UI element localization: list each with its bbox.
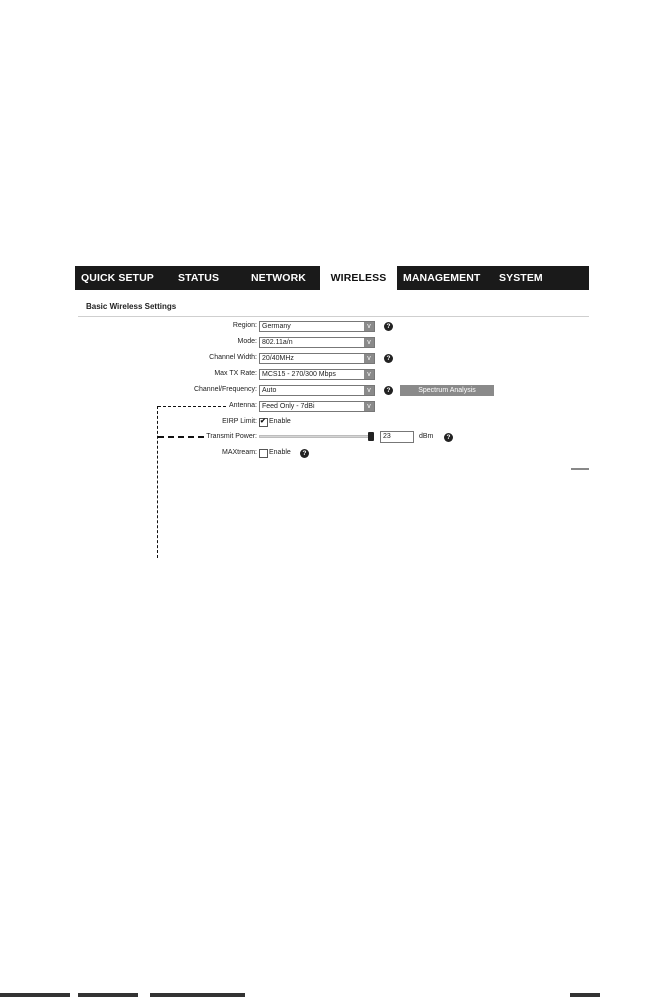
channel-width-label: Channel Width: [209, 354, 257, 361]
chevron-down-icon: v [364, 354, 374, 363]
power-unit-label: dBm [419, 433, 434, 440]
help-icon[interactable]: ? [300, 449, 309, 458]
mode-select[interactable] [259, 337, 375, 348]
transmit-power-label: Transmit Power: [206, 433, 257, 440]
channel-frequency-select[interactable] [259, 385, 375, 396]
region-label: Region: [232, 322, 257, 329]
spectrum-analysis-button[interactable]: Spectrum Analysis [400, 385, 494, 396]
maxtream-checkbox[interactable] [259, 449, 268, 458]
chevron-down-icon: v [364, 338, 374, 347]
channel-frequency-value: Auto [262, 387, 277, 394]
antenna-value: Feed Only - 7dBi [262, 403, 315, 410]
max-tx-rate-label: Max TX Rate: [214, 370, 257, 377]
cropped-text-fragment [78, 993, 138, 997]
transmit-power-input[interactable]: 23 [380, 431, 414, 443]
help-icon[interactable]: ? [384, 354, 393, 363]
tab-network[interactable]: NETWORK [251, 272, 306, 284]
chevron-down-icon: v [364, 402, 374, 411]
help-icon[interactable]: ? [384, 322, 393, 331]
antenna-select[interactable] [259, 401, 375, 412]
transmit-power-slider[interactable] [259, 435, 372, 438]
checkmark-icon: ✔ [260, 418, 266, 425]
chevron-down-icon: v [364, 370, 374, 379]
chevron-down-icon: v [364, 322, 374, 331]
channel-width-select[interactable] [259, 353, 375, 364]
region-select[interactable] [259, 321, 375, 332]
region-value: Germany [262, 323, 291, 330]
max-tx-rate-value: MCS15 - 270/300 Mbps [262, 371, 336, 378]
tab-management[interactable]: MANAGEMENT [403, 272, 481, 284]
chevron-down-icon: v [364, 386, 374, 395]
slider-handle[interactable] [368, 432, 374, 441]
channel-width-value: 20/40MHz [262, 355, 294, 362]
max-tx-rate-select[interactable] [259, 369, 375, 380]
tab-system[interactable]: SYSTEM [499, 272, 543, 284]
channel-frequency-label: Channel/Frequency: [193, 386, 257, 393]
cropped-text-fragment [0, 993, 70, 997]
callout-line [158, 406, 226, 407]
help-icon[interactable]: ? [444, 433, 453, 442]
tab-wireless[interactable]: WIRELESS [320, 266, 397, 290]
tab-quick-setup[interactable]: QUICK SETUP [81, 272, 154, 284]
section-divider [78, 316, 589, 317]
tab-status[interactable]: STATUS [178, 272, 220, 284]
antenna-label: Antenna: [228, 402, 257, 409]
eirp-limit-checkbox[interactable] [259, 418, 268, 427]
mode-value: 802.11a/n [262, 339, 293, 346]
maxtream-label: MAXtream: [221, 449, 257, 456]
maxtream-enable-label: Enable [269, 449, 291, 456]
scroll-marker [571, 468, 589, 470]
cropped-text-fragment [150, 993, 245, 997]
eirp-enable-label: Enable [269, 418, 291, 425]
eirp-limit-label: EIRP Limit: [222, 418, 257, 425]
help-icon[interactable]: ? [384, 386, 393, 395]
callout-line [158, 436, 204, 438]
callout-line [157, 406, 158, 558]
cropped-text-fragment [570, 993, 600, 997]
mode-label: Mode: [237, 338, 257, 345]
section-title: Basic Wireless Settings [86, 302, 177, 311]
top-nav-bar [75, 266, 589, 290]
